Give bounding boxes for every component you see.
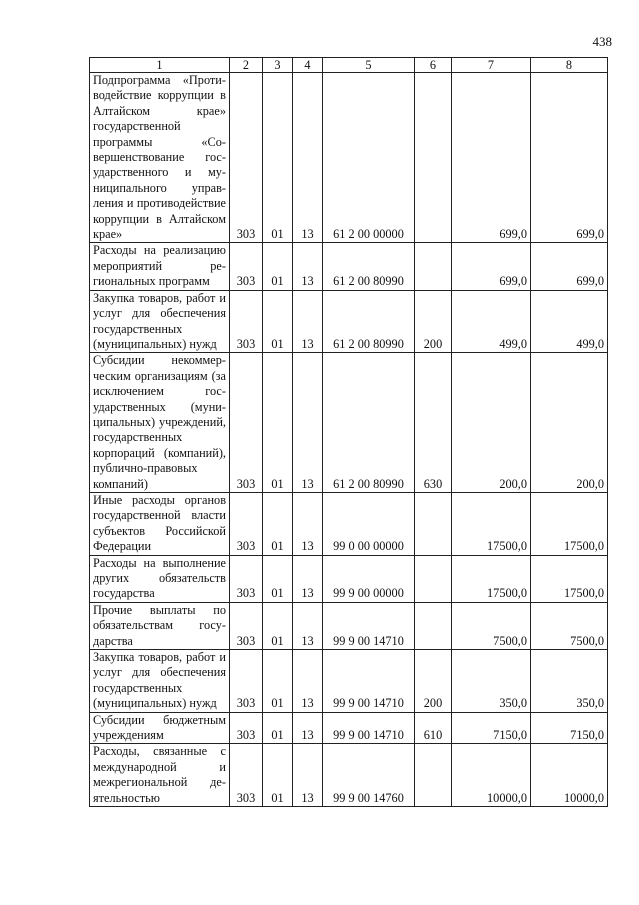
amount-cell: 7150,0 bbox=[531, 712, 608, 744]
target-item-cell: 99 9 00 14710 bbox=[323, 650, 415, 713]
row-name-cell: Расходы, связанные с международной и межрегиональной деятельностью bbox=[90, 744, 230, 807]
row-name-cell: Расходы на выполнение других обязательств государства bbox=[90, 555, 230, 602]
column-header: 4 bbox=[293, 58, 323, 73]
section-cell: 01 bbox=[263, 290, 293, 353]
expense-type-cell bbox=[415, 744, 452, 807]
row-name-cell: Закупка товаров, работ и услуг для обеспечения государственных (муниципальных) нужд bbox=[90, 650, 230, 713]
expense-type-cell bbox=[415, 602, 452, 649]
amount-cell: 7500,0 bbox=[531, 602, 608, 649]
page-number: 438 bbox=[592, 34, 612, 49]
expense-type-cell: 630 bbox=[415, 353, 452, 493]
column-header: 8 bbox=[531, 58, 608, 73]
amount-cell: 499,0 bbox=[531, 290, 608, 353]
subsection-cell: 13 bbox=[293, 290, 323, 353]
row-name-cell: Прочие выплаты по обязательствам государства bbox=[90, 602, 230, 649]
table-row bbox=[90, 602, 608, 649]
section-cell: 01 bbox=[263, 492, 293, 555]
expense-type-cell bbox=[415, 492, 452, 555]
admin-code-cell: 303 bbox=[230, 73, 263, 243]
table-row bbox=[90, 353, 608, 493]
amount-cell: 200,0 bbox=[531, 353, 608, 493]
amount-cell: 10000,0 bbox=[452, 744, 531, 807]
admin-code-cell: 303 bbox=[230, 744, 263, 807]
expense-type-cell: 610 bbox=[415, 712, 452, 744]
section-cell: 01 bbox=[263, 602, 293, 649]
target-item-cell: 99 9 00 14710 bbox=[323, 602, 415, 649]
section-cell: 01 bbox=[263, 73, 293, 243]
amount-cell: 7500,0 bbox=[452, 602, 531, 649]
row-name-cell: Подпрограмма «Противодействие коррупции в Алтайском крае» государственной программы «Совершенствование государственного и муниципального управления и противодействие коррупции в Алтайском крае» bbox=[90, 73, 230, 243]
expense-type-cell: 200 bbox=[415, 290, 452, 353]
admin-code-cell: 303 bbox=[230, 492, 263, 555]
target-item-cell: 99 9 00 14760 bbox=[323, 744, 415, 807]
target-item-cell: 99 0 00 00000 bbox=[323, 492, 415, 555]
column-header: 1 bbox=[90, 58, 230, 73]
table-row bbox=[90, 744, 608, 807]
target-item-cell: 61 2 00 80990 bbox=[323, 290, 415, 353]
expense-type-cell: 200 bbox=[415, 650, 452, 713]
table-row bbox=[90, 73, 608, 243]
amount-cell: 200,0 bbox=[452, 353, 531, 493]
table-row bbox=[90, 243, 608, 290]
table-header-row bbox=[90, 58, 608, 73]
amount-cell: 499,0 bbox=[452, 290, 531, 353]
expense-type-cell bbox=[415, 243, 452, 290]
table-row bbox=[90, 555, 608, 602]
section-cell: 01 bbox=[263, 650, 293, 713]
table-row bbox=[90, 492, 608, 555]
amount-cell: 350,0 bbox=[452, 650, 531, 713]
amount-cell: 17500,0 bbox=[452, 492, 531, 555]
subsection-cell: 13 bbox=[293, 73, 323, 243]
expense-type-cell bbox=[415, 73, 452, 243]
section-cell: 01 bbox=[263, 555, 293, 602]
section-cell: 01 bbox=[263, 744, 293, 807]
target-item-cell: 61 2 00 80990 bbox=[323, 243, 415, 290]
amount-cell: 17500,0 bbox=[452, 555, 531, 602]
row-name-cell: Иные расходы органов государственной власти субъектов Российской Федерации bbox=[90, 492, 230, 555]
amount-cell: 699,0 bbox=[531, 73, 608, 243]
amount-cell: 699,0 bbox=[452, 73, 531, 243]
admin-code-cell: 303 bbox=[230, 290, 263, 353]
table-row bbox=[90, 290, 608, 353]
row-name-cell: Субсидии некоммерческим организациям (за исключением государственных (муниципальных) учреждений, государственных корпораций (компаний), публично-правовых компаний) bbox=[90, 353, 230, 493]
subsection-cell: 13 bbox=[293, 555, 323, 602]
column-header: 2 bbox=[230, 58, 263, 73]
amount-cell: 10000,0 bbox=[531, 744, 608, 807]
subsection-cell: 13 bbox=[293, 353, 323, 493]
row-name-cell: Расходы на реализацию мероприятий региональных программ bbox=[90, 243, 230, 290]
target-item-cell: 61 2 00 00000 bbox=[323, 73, 415, 243]
table-row bbox=[90, 650, 608, 713]
amount-cell: 17500,0 bbox=[531, 555, 608, 602]
amount-cell: 350,0 bbox=[531, 650, 608, 713]
table-row bbox=[90, 712, 608, 744]
subsection-cell: 13 bbox=[293, 650, 323, 713]
target-item-cell: 99 9 00 00000 bbox=[323, 555, 415, 602]
row-name-cell: Закупка товаров, работ и услуг для обеспечения государственных (муниципальных) нужд bbox=[90, 290, 230, 353]
column-header: 5 bbox=[323, 58, 415, 73]
table-body bbox=[90, 73, 608, 807]
target-item-cell: 61 2 00 80990 bbox=[323, 353, 415, 493]
amount-cell: 7150,0 bbox=[452, 712, 531, 744]
admin-code-cell: 303 bbox=[230, 243, 263, 290]
row-name-cell: Субсидии бюджетным учреждениям bbox=[90, 712, 230, 744]
subsection-cell: 13 bbox=[293, 744, 323, 807]
column-header: 7 bbox=[452, 58, 531, 73]
amount-cell: 699,0 bbox=[452, 243, 531, 290]
admin-code-cell: 303 bbox=[230, 712, 263, 744]
subsection-cell: 13 bbox=[293, 602, 323, 649]
subsection-cell: 13 bbox=[293, 492, 323, 555]
subsection-cell: 13 bbox=[293, 243, 323, 290]
admin-code-cell: 303 bbox=[230, 555, 263, 602]
column-header: 6 bbox=[415, 58, 452, 73]
budget-table bbox=[89, 57, 608, 807]
subsection-cell: 13 bbox=[293, 712, 323, 744]
target-item-cell: 99 9 00 14710 bbox=[323, 712, 415, 744]
admin-code-cell: 303 bbox=[230, 353, 263, 493]
section-cell: 01 bbox=[263, 712, 293, 744]
amount-cell: 17500,0 bbox=[531, 492, 608, 555]
column-header: 3 bbox=[263, 58, 293, 73]
amount-cell: 699,0 bbox=[531, 243, 608, 290]
admin-code-cell: 303 bbox=[230, 650, 263, 713]
section-cell: 01 bbox=[263, 353, 293, 493]
admin-code-cell: 303 bbox=[230, 602, 263, 649]
expense-type-cell bbox=[415, 555, 452, 602]
section-cell: 01 bbox=[263, 243, 293, 290]
